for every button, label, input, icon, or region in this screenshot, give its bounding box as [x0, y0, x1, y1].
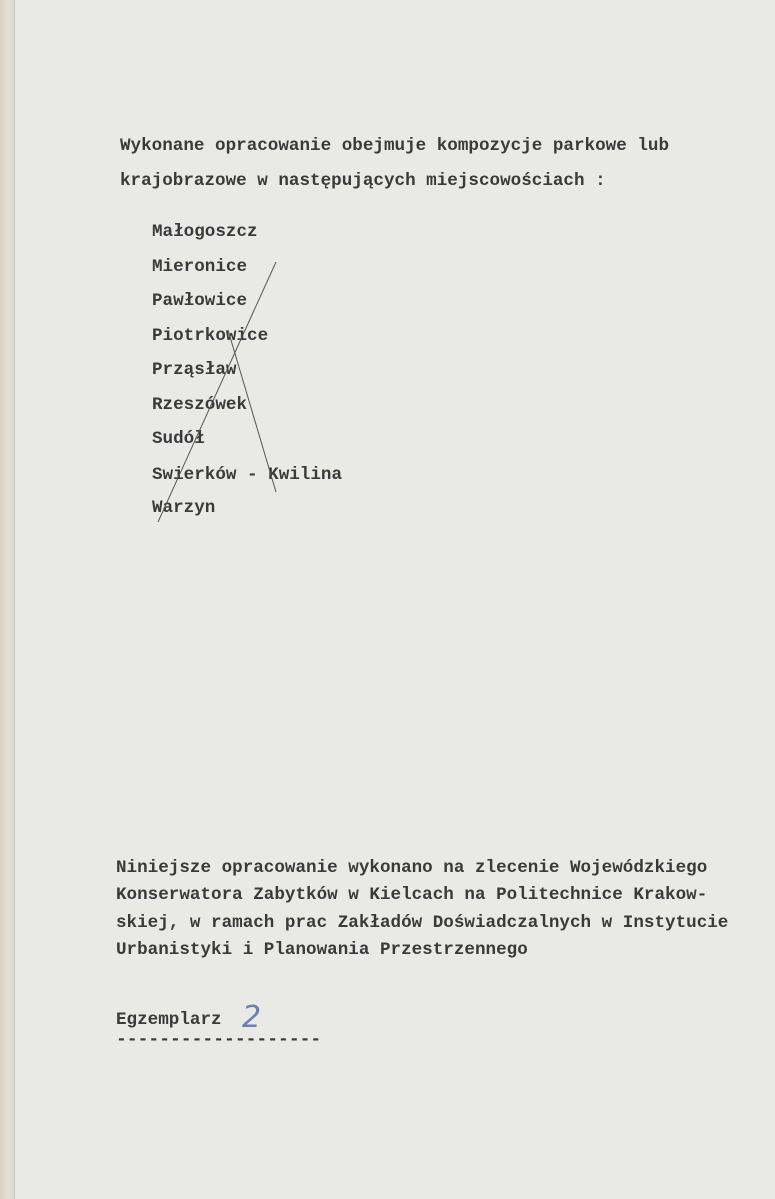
place-item: Piotrkowice [152, 326, 269, 346]
place-item: Pawłowice [152, 291, 248, 311]
note-line-1: Niniejsze opracowanie wykonano na zlecenie Wojewódzkiego [116, 858, 708, 878]
strike-line-1 [158, 262, 276, 522]
place-item: Warzyn [152, 498, 216, 518]
strike-line-2 [228, 330, 276, 492]
place-item: Małogoszcz [152, 222, 258, 242]
place-item: Mieronice [152, 257, 248, 277]
note-line-4: Urbanistyki i Planowania Przestrzennego [116, 940, 528, 960]
place-item: Prząsław [152, 360, 237, 380]
copy-label: Egzemplarz [116, 1010, 222, 1030]
intro-line-1: Wykonane opracowanie obejmuje kompozycje parkowe lub [120, 136, 670, 156]
place-item: Swierków - Kwilina [152, 465, 343, 485]
place-item: Sudół [152, 429, 205, 449]
note-line-2: Konserwatora Zabytków w Kielcach na Politechnice Krakow- [116, 885, 708, 905]
intro-line-2: krajobrazowe w następujących miejscowościach : [120, 171, 606, 191]
copy-underline: ------------------- [116, 1030, 322, 1050]
place-item: Rzeszówek [152, 395, 248, 415]
note-line-3: skiej, w ramach prac Zakładów Doświadczalnych w Instytucie [116, 913, 729, 933]
copy-number-handwritten: 2 [242, 1000, 262, 1035]
